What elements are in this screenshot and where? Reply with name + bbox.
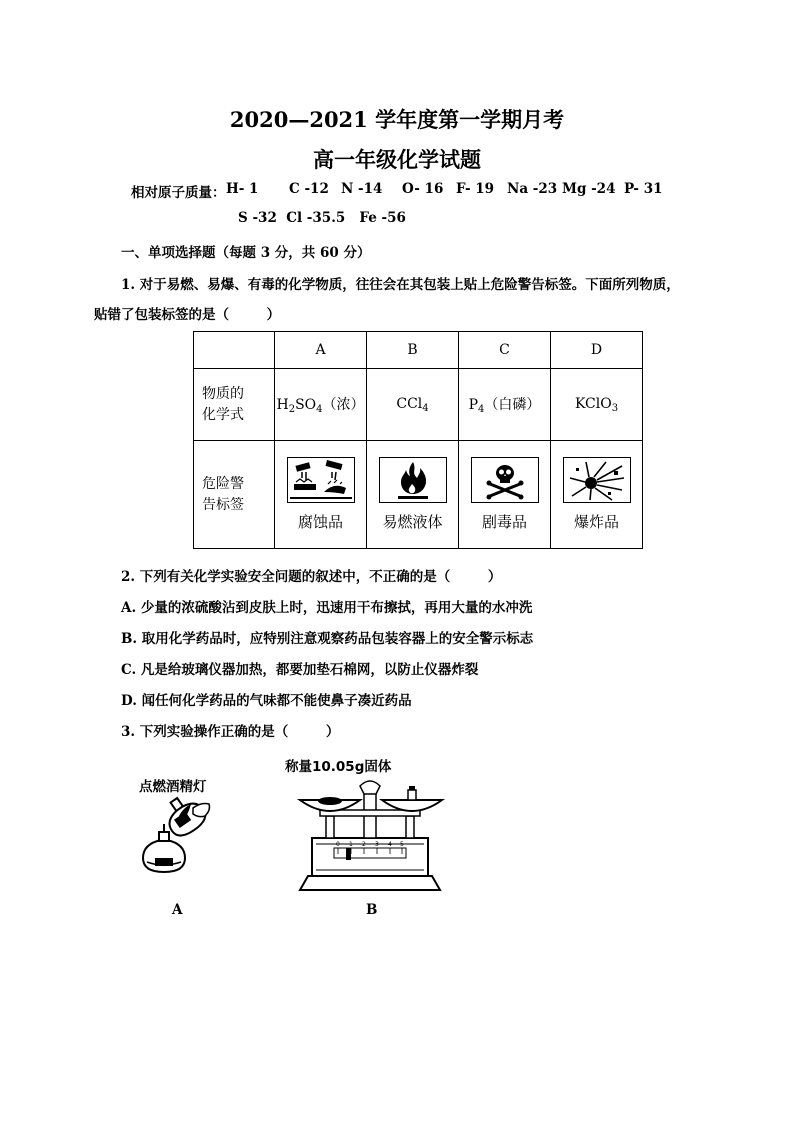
row-head-label: [194, 441, 275, 549]
col-head-b: B: [367, 332, 459, 369]
question-2-option-b: B. 取用化学药品时，应特别注意观察药品包装容器上的安全警示标志: [121, 631, 534, 647]
figure-b-caption: 称量10.05g固体: [285, 759, 392, 775]
exam-title: 2020—2021 学年度第一学期月考: [229, 107, 565, 132]
figure-b-letter: B: [366, 902, 378, 918]
formula-d: KClO$_3$: [551, 369, 643, 441]
hazard-table: [193, 331, 643, 549]
row-head-label-a: 危险警: [202, 475, 244, 492]
label-corrosive: 腐蚀品: [297, 513, 343, 531]
corrosive-icon: [287, 457, 355, 503]
row-head-formula-b: 化学式: [202, 406, 244, 423]
col-head-a: A: [275, 332, 367, 369]
atomic-mass-line2: S -32 Cl -35.5 Fe -56: [238, 210, 406, 226]
hazard-cell-a: [275, 441, 367, 549]
scale-tick-1: 1: [349, 841, 353, 848]
question-2-option-a: A. 少量的浓硫酸沾到皮肤上时，迅速用干布擦拭，再用大量的水冲洗: [121, 600, 533, 616]
atomic-mass-na: Na -23: [507, 181, 558, 197]
atomic-mass-f: F- 19: [456, 181, 495, 197]
scale-tick-3: 3: [375, 841, 379, 848]
question-3-stem: 3. 下列实验操作正确的是（ ）: [121, 724, 340, 740]
col-head-c: C: [459, 332, 551, 369]
formula-c: $P_4$（白磷）: [459, 369, 551, 441]
col-head-d: D: [551, 332, 643, 369]
atomic-mass-c: C -12: [289, 181, 329, 197]
row-head-label-b: 告标签: [202, 496, 244, 513]
hazard-cell-c: [459, 441, 551, 549]
row-head-formula-a: 物质的: [202, 385, 244, 402]
atomic-mass-n: N -14: [341, 181, 383, 197]
scale-tick-0: 0: [336, 841, 340, 848]
table-corner: [194, 332, 275, 369]
flame-icon: [379, 457, 447, 503]
scale-tick-4: 4: [388, 841, 392, 848]
question-2-stem: 2. 下列有关化学实验安全问题的叙述中，不正确的是（ ）: [121, 569, 502, 585]
question-2-option-c: C. 凡是给玻璃仪器加热，都要加垫石棉网，以防止仪器炸裂: [121, 662, 479, 678]
alcohol-lamp-lighting-illustration: [133, 796, 233, 886]
question-2-option-d: D. 闻任何化学药品的气味都不能使鼻子凑近药品: [121, 693, 412, 709]
figure-a-caption: 点燃酒精灯: [139, 779, 207, 795]
exam-subtitle: 高一年级化学试题: [313, 147, 481, 172]
label-flammable-liquid: 易燃液体: [382, 513, 443, 531]
explosion-icon: [563, 457, 631, 503]
atomic-mass-label: 相对原子质量：: [131, 185, 226, 201]
skull-crossbones-icon: [471, 457, 539, 503]
label-explosive: 爆炸品: [573, 513, 619, 531]
atomic-mass-h: H- 1: [226, 181, 259, 197]
atomic-mass-p: P- 31: [624, 181, 663, 197]
hazard-cell-d: [551, 441, 643, 549]
balance-scale-illustration: [290, 778, 450, 898]
formula-a: $H_2SO_4$（浓）: [275, 369, 367, 441]
question-1-line1: 1. 对于易燃、易爆、有毒的化学物质，往往会在其包装上贴上危险警告标签。下面所列物质，: [121, 277, 680, 293]
question-1-line2: 贴错了包装标签的是（ ）: [94, 307, 281, 323]
figure-a-letter: A: [172, 902, 183, 918]
atomic-mass-mg: Mg -24: [562, 181, 616, 197]
scale-tick-5: 5: [400, 841, 404, 848]
row-head-formula: [194, 369, 275, 441]
formula-b: CCl$_4$: [367, 369, 459, 441]
atomic-mass-o: O- 16: [402, 181, 444, 197]
section-heading: 一、单项选择题（每题 3 分，共 60 分）: [121, 245, 371, 261]
label-highly-toxic: 剧毒品: [481, 513, 527, 531]
scale-tick-2: 2: [362, 841, 366, 848]
hazard-cell-b: [367, 441, 459, 549]
